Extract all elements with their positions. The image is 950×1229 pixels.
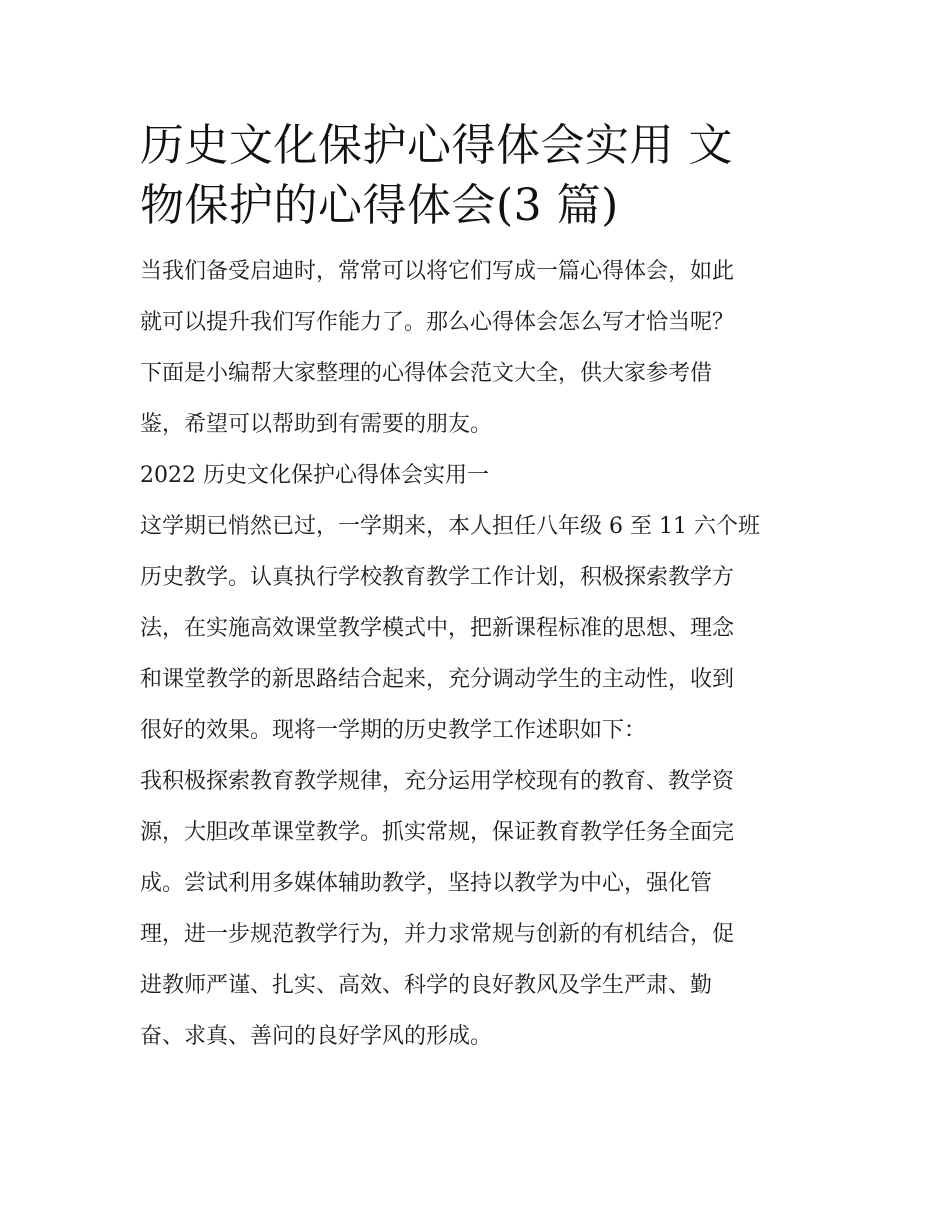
intro-paragraph [140,246,820,450]
title-line: 历史文化保护心得体会实用 文 [140,120,733,171]
text-line: 奋、求真、善问的良好学风的形成。 [140,1024,493,1049]
document-content [140,116,820,1062]
section-heading: 2022 历史文化保护心得体会实用一 [140,463,489,488]
text-line: 理，进一步规范教学行为，并力求常规与创新的有机结合，促 [140,922,735,947]
text-line: 很好的效果。现将一学期的历史教学工作述职如下： [140,718,647,743]
body-paragraph-1 [140,501,820,756]
document-title [140,116,820,236]
text-line: 就可以提升我们写作能力了。那么心得体会怎么写才恰当呢？ [140,310,735,335]
text-line: 鉴，希望可以帮助到有需要的朋友。 [140,412,493,437]
text-line: 我积极探索教育教学规律，充分运用学校现有的教育、教学资 [140,769,735,794]
text-line: 法，在实施高效课堂教学模式中，把新课程标准的思想、理念 [140,616,735,641]
text-line: 历史教学。认真执行学校教育教学工作计划，积极探索教学方 [140,565,735,590]
text-line: 这学期已悄然已过，一学期来，本人担任八年级 6 至 11 六个班 [140,514,760,539]
title-line: 物保护的心得体会(3 篇) [140,180,619,231]
text-line: 当我们备受启迪时，常常可以将它们写成一篇心得体会，如此 [140,259,735,284]
text-line: 源，大胆改革课堂教学。抓实常规，保证教育教学任务全面完 [140,820,735,845]
text-line: 和课堂教学的新思路结合起来，充分调动学生的主动性，收到 [140,667,735,692]
text-line: 下面是小编帮大家整理的心得体会范文大全，供大家参考借 [140,361,713,386]
text-line: 进教师严谨、扎实、高效、科学的良好教风及学生严肃、勤 [140,973,713,998]
text-line: 成。尝试利用多媒体辅助教学，坚持以教学为中心，强化管 [140,871,713,896]
body-paragraph-2 [140,756,820,1062]
